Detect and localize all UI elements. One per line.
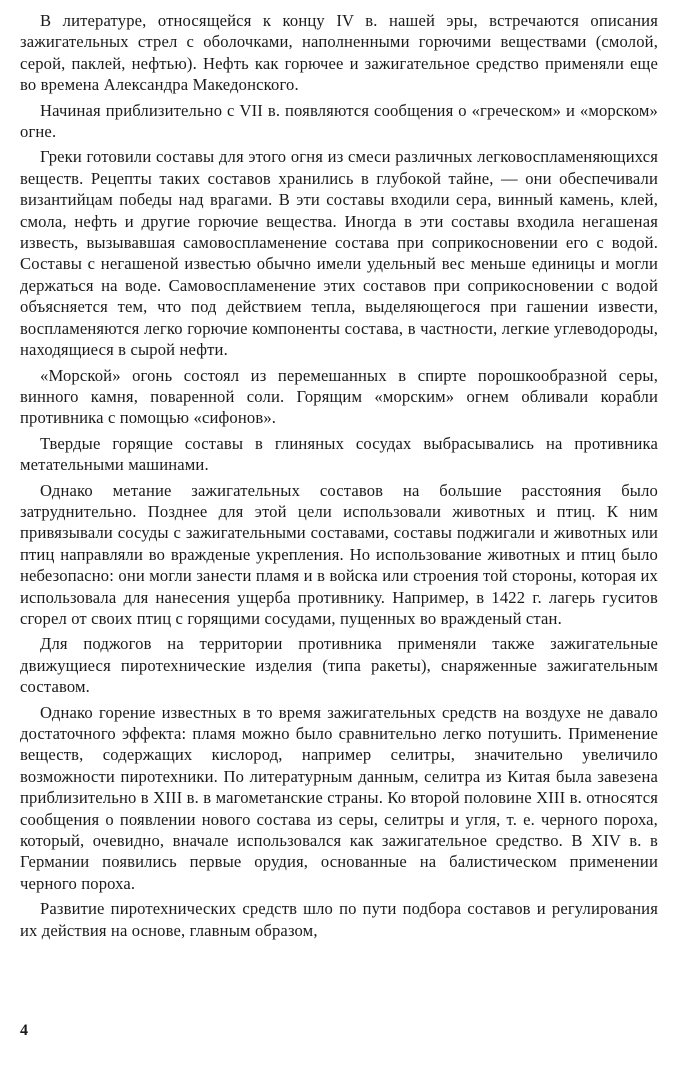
paragraph-1: В литературе, относящейся к концу IV в. нашей эры, встречаются описания зажигательных стрел с оболочками, наполненными горючими веществами (смолой, серой, паклей, нефтью). Нефть как горючее и зажигательное средство применяли еще во времена Александра Македонского. (20, 11, 658, 95)
paragraph-2: Начиная приблизительно с VII в. появляются сообщения о «греческом» и «морском» огне. (20, 100, 658, 142)
book-page (20, 10, 658, 1058)
paragraph-4: «Морской» огонь состоял из перемешанных в спирте порошкообразной серы, винного камня, поваренной соли. Горящим «морским» огнем обливали корабли противника с помощью «сифонов». (20, 365, 658, 428)
paragraph-3: Греки готовили составы для этого огня из смеси различных легковоспламеняющихся веществ. Рецепты таких составов хранились в глубокой тайне, — они обеспечивали византийцам победы над врагами. В эти составы входили сера, винный камень, клей, смола, нефть и другие горючие вещества. Иногда в эти составы входила негашеная известь, вызывавшая самовоспламенение состава при соприкосновении его с водой. Составы с негашеной известью обычно имели удельный вес меньше единицы и могли держаться на воде. Самовоспламенение этих составов при соприкосновении с водой объясняется тем, что под действием тепла, выделяющегося при гашении извести, воспламеняются легко горючие компоненты состава, в частности, легкие углеводороды, находящиеся в сырой нефти. (20, 147, 658, 360)
paragraph-9: Развитие пиротехнических средств шло по пути подбора составов и регулирования их действия на основе, главным образом, (20, 899, 658, 940)
paragraph-5: Твердые горящие составы в глиняных сосудах выбрасывались на противника метательными машинами. (20, 433, 658, 475)
paragraph-6: Однако метание зажигательных составов на большие расстояния было затруднительно. Позднее для этой цели использовали животных и птиц. К ним привязывали сосуды с зажигательными составами, составы поджигали и животных или птиц направляли во вражденые укрепления. Но использование животных и птиц было небезопасно: они могли занести пламя и в войска или строения той стороны, которая их использовала для нанесения ущерба противнику. Например, в 1422 г. лагерь гуситов сгорел от своих птиц с горящими сосудами, пущенных во вражденый стан. (20, 480, 658, 628)
paragraph-8: Однако горение известных в то время зажигательных средств на воздухе не давало достаточного эффекта: пламя можно было сравнительно легко потушить. Применение веществ, содержащих кислород, например селитры, значительно увеличило возможности пиротехники. По литературным данным, селитра из Китая была завезена приблизительно в XIII в. в магометанские страны. Ко второй половине XIII в. относятся сообщения о появлении нового состава из серы, селитры и угля, т. е. черного пороха, который, очевидно, вначале использовался как зажигательное средство. В XIV в. в Германии появились первые орудия, основанные на балистическом применении черного пороха. (20, 702, 658, 893)
body-text (20, 10, 658, 941)
page-number: 4 (20, 1022, 28, 1039)
paragraph-7: Для поджогов на территории противника применяли также зажигательные движущиеся пиротехнические изделия (типа ракеты), снаряженные зажигательным составом. (20, 634, 658, 697)
